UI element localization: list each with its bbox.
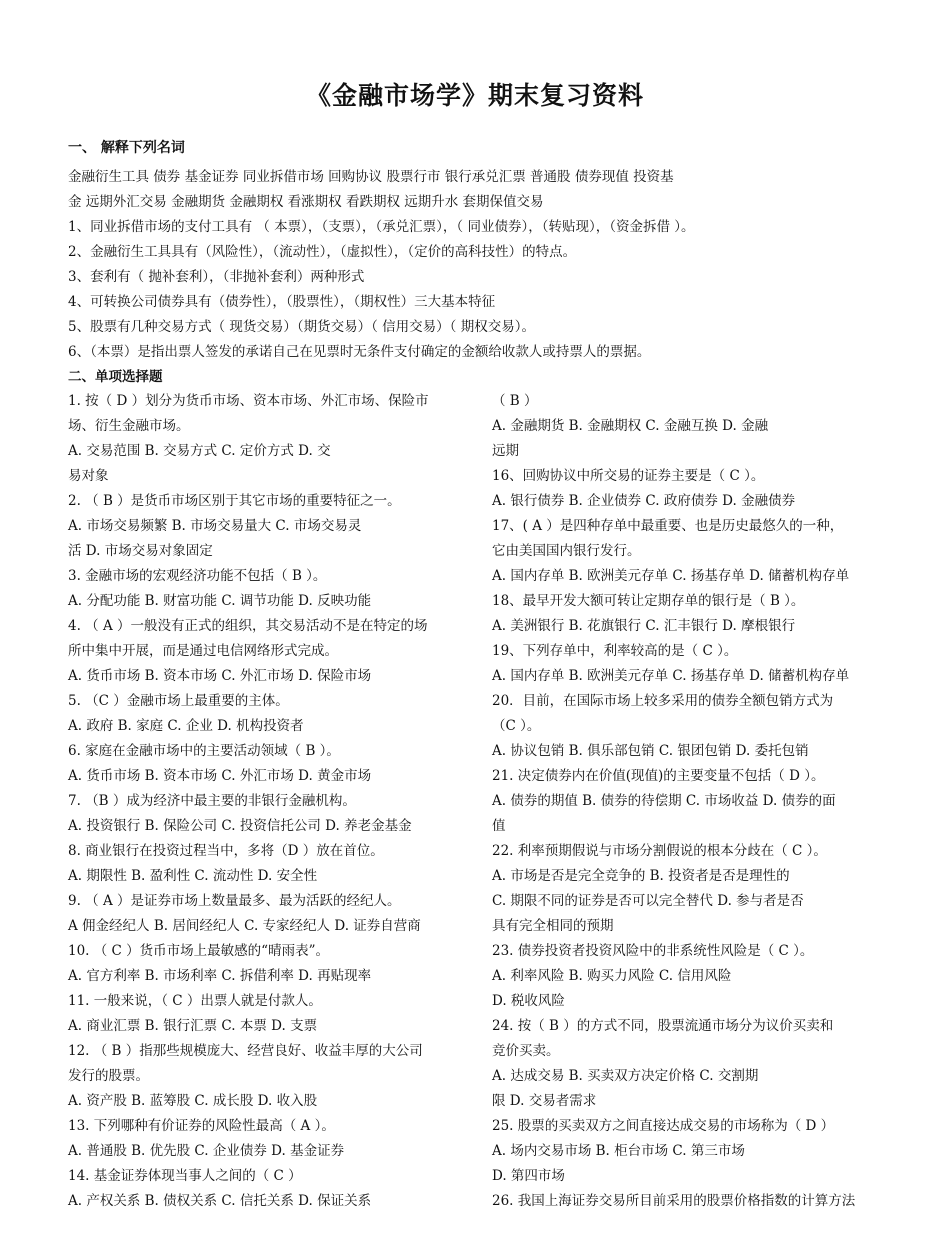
document-title: 《金融市场学》期末复习资料 [305, 81, 644, 110]
question-line: A. 美洲银行 B. 花旗银行 C. 汇丰银行 D. 摩根银行 [492, 618, 796, 634]
question-line: 11. 一般来说，（ C ）出票人就是付款人。 [68, 993, 322, 1009]
question-line: D. 第四市场 [492, 1168, 565, 1184]
question-line: A. 政府 B. 家庭 C. 企业 D. 机构投资者 [68, 718, 304, 734]
question-line: 20．目前，在国际市场上较多采用的债券全额包销方式为 [492, 693, 834, 709]
question-line: A. 利率风险 B. 购买力风险 C. 信用风险 [492, 968, 732, 984]
question-line: 1. 按（ D ）划分为货币市场、资本市场、外汇市场、保险市 [68, 393, 429, 409]
question-line: A. 货币市场 B. 资本市场 C. 外汇市场 D. 黄金市场 [68, 768, 372, 784]
question-line: A. 协议包销 B. 俱乐部包销 C. 银团包销 D. 委托包销 [492, 743, 809, 759]
cutoff-line: 26. 我国上海证券交易所目前采用的股票价格指数的计算方法 [492, 1193, 856, 1209]
question-line: 4. （ A ）一般没有正式的组织，其交易活动不是在特定的场 [68, 618, 428, 634]
question-line: 14. 基金证券体现当事人之间的（ C ） [68, 1168, 302, 1184]
question-line: 具有完全相同的预期 [492, 918, 614, 934]
question-line: 7. （B ）成为经济中最主要的非银行金融机构。 [68, 793, 356, 809]
fill-question: 4、可转换公司债券具有（债券性），（股票性），（期权性）三大基本特征 [68, 294, 496, 310]
question-line: A. 达成交易 B. 买卖双方决定价格 C. 交割期 [492, 1068, 759, 1084]
question-line: 13. 下列哪种有价证券的风险性最高（ A ）。 [68, 1118, 335, 1134]
question-line: 5. （C ）金融市场上最重要的主体。 [68, 693, 289, 709]
question-line: A. 投资银行 B. 保险公司 C. 投资信托公司 D. 养老金基金 [68, 818, 412, 834]
question-line: A. 交易范围 B. 交易方式 C. 定价方式 D. 交 [68, 443, 331, 459]
fill-question: 6、（本票）是指出票人签发的承诺自己在见票时无条件支付确定的金额给收款人或持票人的票据。 [68, 344, 651, 360]
question-line: A. 国内存单 B. 欧洲美元存单 C. 扬基存单 D. 储蓄机构存单 [492, 568, 850, 584]
question-line: 它由美国国内银行发行。 [492, 543, 641, 559]
question-line: 23. 债券投资者投资风险中的非系统性风险是（ C ）。 [492, 943, 814, 959]
question-line: 2. （ B ）是货币市场区别于其它市场的重要特征之一。 [68, 493, 401, 509]
left-column [68, 389, 458, 1209]
question-line: 场、衍生金融市场。 [68, 418, 190, 434]
question-line: 22. 利率预期假说与市场分割假说的根本分歧在（ C ）。 [492, 843, 827, 859]
section-1-heading: 一、 解释下列名词 [68, 140, 185, 156]
question-line: A. 市场交易频繁 B. 市场交易量大 C. 市场交易灵 [68, 518, 362, 534]
question-line: A. 市场是否是完全竞争的 B. 投资者是否是理性的 [492, 868, 790, 884]
question-line: 17、( A ）是四种存单中最重要、也是历史最悠久的一种， [492, 518, 844, 534]
fill-question: 5、股票有几种交易方式（ 现货交易）（期货交易）（ 信用交易）（ 期权交易）。 [68, 319, 535, 335]
question-line: A. 场内交易市场 B. 柜台市场 C. 第三市场 [492, 1143, 745, 1159]
question-line: A. 商业汇票 B. 银行汇票 C. 本票 D. 支票 [68, 1018, 318, 1034]
question-line: A. 货币市场 B. 资本市场 C. 外汇市场 D. 保险市场 [68, 668, 372, 684]
question-line: （ B ） [492, 393, 538, 409]
question-line: 24. 按（ B ）的方式不同，股票流通市场分为议价买卖和 [492, 1018, 834, 1034]
question-line: 9. （ A ）是证券市场上数量最多、最为活跃的经纪人。 [68, 893, 401, 909]
question-line: 21. 决定债券内在价值(现值)的主要变量不包括（ D ）。 [492, 768, 825, 784]
question-line: A. 银行债券 B. 企业债券 C. 政府债券 D. 金融债券 [492, 493, 796, 509]
question-line: 16、回购协议中所交易的证券主要是（ C ）。 [492, 468, 765, 484]
question-line: 远期 [492, 443, 519, 459]
question-line: 发行的股票。 [68, 1068, 149, 1084]
question-line: 12. （ B ）指那些规模庞大、经营良好、收益丰厚的大公司 [68, 1043, 423, 1059]
question-line: D. 税收风险 [492, 993, 565, 1009]
question-line: A. 普通股 B. 优先股 C. 企业债券 D. 基金证券 [68, 1143, 345, 1159]
section-2-heading: 二、单项选择题 [68, 369, 163, 385]
question-line: 所中集中开展，而是通过电信网络形式完成。 [68, 643, 338, 659]
question-line: 值 [492, 818, 506, 834]
question-line: A. 分配功能 B. 财富功能 C. 调节功能 D. 反映功能 [68, 593, 372, 609]
question-line: 3. 金融市场的宏观经济功能不包括（ B ）。 [68, 568, 327, 584]
fill-question: 1、同业拆借市场的支付工具有 （ 本票），（支票），（承兑汇票），（ 同业债券），（转贴现），（资金拆借 ）。 [68, 219, 695, 235]
question-line: 10. （ C ）货币市场上最敏感的“晴雨表”。 [68, 943, 329, 959]
question-line: （C ）。 [492, 718, 541, 734]
fill-question: 2、金融衍生工具具有（风险性），（流动性），（虚拟性），（定价的高科技性）的特点。 [68, 244, 577, 260]
question-line: 限 D. 交易者需求 [492, 1093, 597, 1109]
question-line: C. 期限不同的证券是否可以完全替代 D. 参与者是否 [492, 893, 804, 909]
right-column [492, 389, 884, 1209]
question-line: 竞价买卖。 [492, 1043, 560, 1059]
question-line: 8. 商业银行在投资过程当中，多将（D ）放在首位。 [68, 843, 384, 859]
question-line: 易对象 [68, 468, 109, 484]
question-line: 6. 家庭在金融市场中的主要活动领域（ B ）。 [68, 743, 340, 759]
question-line: A. 债券的期值 B. 债券的待偿期 C. 市场收益 D. 债券的面 [492, 793, 836, 809]
question-line: A. 国内存单 B. 欧洲美元存单 C. 扬基存单 D. 储蓄机构存单 [492, 668, 850, 684]
fill-question: 3、套利有（ 抛补套利），（非抛补套利）两种形式 [68, 269, 365, 285]
question-line: A 佣金经纪人 B. 居间经纪人 C. 专家经纪人 D. 证券自营商 [68, 918, 421, 934]
question-line: A. 金融期货 B. 金融期权 C. 金融互换 D. 金融 [492, 418, 769, 434]
question-line: 18、最早开发大额可转让定期存单的银行是（ B ）。 [492, 593, 805, 609]
cutoff-line: A. 产权关系 B. 债权关系 C. 信托关系 D. 保证关系 [68, 1193, 372, 1209]
terms-line: 金 远期外汇交易 金融期货 金融期权 看涨期权 看跌期权 远期升水 套期保值交易 [68, 194, 544, 210]
question-line: 25. 股票的买卖双方之间直接达成交易的市场称为（ D ） [492, 1118, 835, 1134]
question-line: A. 官方利率 B. 市场利率 C. 拆借利率 D. 再贴现率 [68, 968, 372, 984]
question-line: 19、下列存单中，利率较高的是（ C ）。 [492, 643, 738, 659]
question-line: A. 资产股 B. 蓝筹股 C. 成长股 D. 收入股 [68, 1093, 318, 1109]
question-line: A. 期限性 B. 盈利性 C. 流动性 D. 安全性 [68, 868, 318, 884]
section-1-body [68, 165, 888, 390]
terms-line: 金融衍生工具 债券 基金证券 同业拆借市场 回购协议 股票行市 银行承兑汇票 普通股 债券现值 投资基 [68, 169, 674, 185]
question-line: 活 D. 市场交易对象固定 [68, 543, 213, 559]
